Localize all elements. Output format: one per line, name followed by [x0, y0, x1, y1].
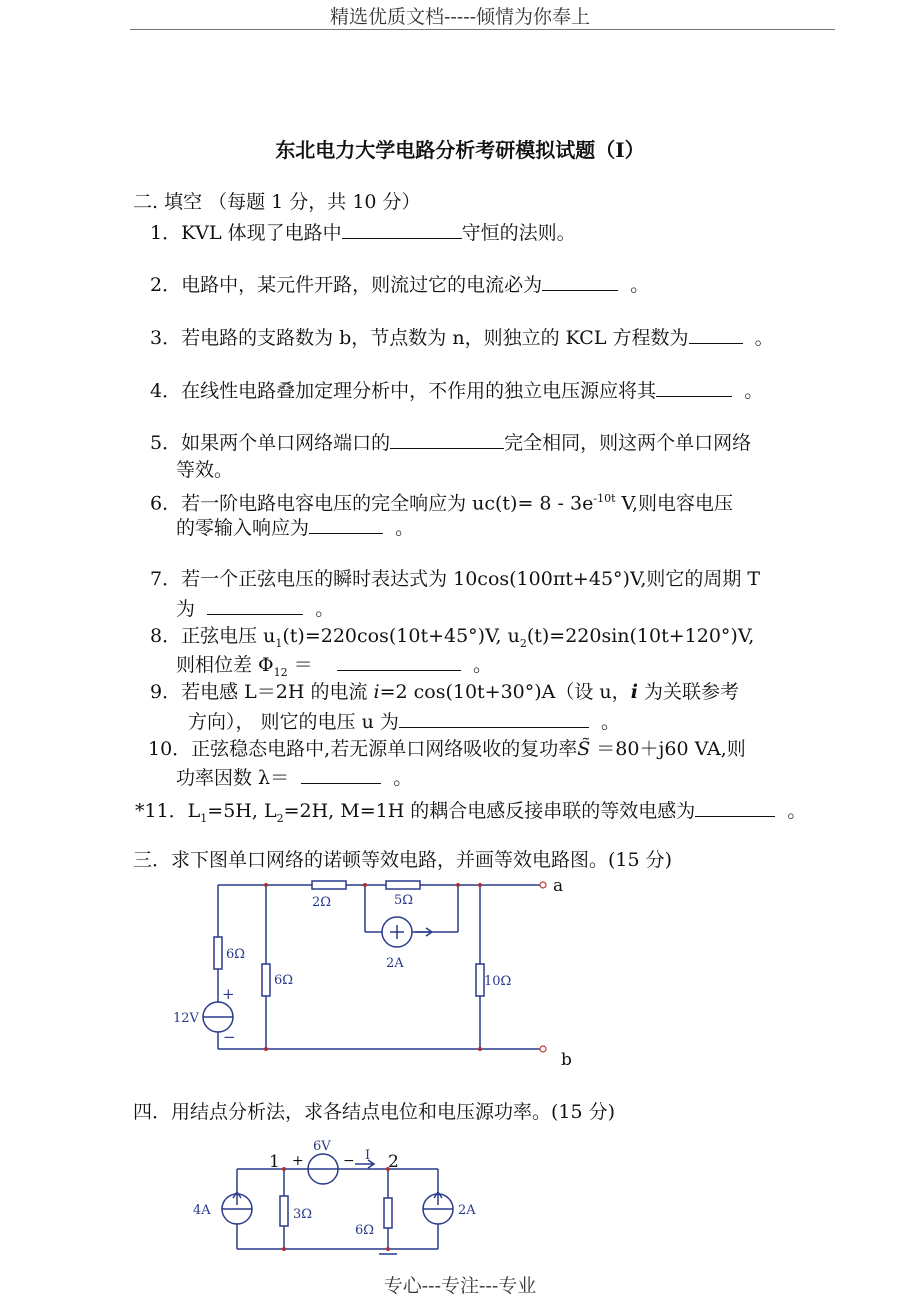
- label-5ohm: 5Ω: [394, 893, 414, 908]
- resistor-3ohm: [280, 1196, 288, 1226]
- label-minus: −: [223, 1028, 236, 1046]
- nodal-circuit-diagram: [185, 1132, 505, 1272]
- section2-heading: 二. 填空 （每题 1 分，共 10 分）: [133, 191, 421, 213]
- resistor-5ohm: [386, 881, 420, 889]
- question-8-cont: 则相位差 $\Phi_{12}$ ＝ 。: [176, 654, 492, 679]
- label-plus: +: [292, 1153, 304, 1169]
- resistor-6ohm: [384, 1198, 392, 1228]
- norton-circuit-diagram: [160, 872, 590, 1072]
- question-6: 6．若一阶电路电容电压的完全响应为 $uc(t)= 8 - 3e^{-10t}$ V,则电容电压: [150, 492, 733, 515]
- resistor-10ohm: [476, 964, 484, 996]
- question-8: 8．正弦电压 $u_1(t)=220\cos(10t+45^\circ)V$, $u_2(t)=220\sin(10t+120^\circ)V$,: [150, 625, 755, 650]
- page-footer: 专心---专注---专业: [383, 1275, 537, 1297]
- label-4a: 4A: [193, 1203, 211, 1218]
- resistor-2ohm: [312, 881, 346, 889]
- node-1-label: 1: [269, 1152, 280, 1172]
- label-10ohm: 10Ω: [484, 974, 512, 989]
- answer-blank: [399, 709, 589, 728]
- terminal-a: [540, 882, 546, 888]
- question-5: 5．如果两个单口网络端口的 完全相同，则这两个单口网络: [150, 432, 752, 454]
- question-7-cont: 为 。: [176, 598, 335, 620]
- header-divider: [130, 29, 835, 30]
- answer-blank: [207, 596, 303, 615]
- question-4: 4．在线性电路叠加定理分析中，不作用的独立电压源应将其 。: [150, 380, 764, 402]
- answer-blank: [695, 798, 775, 817]
- label-b: b: [561, 1050, 572, 1070]
- answer-blank: [689, 325, 743, 344]
- label-6ohm: 6Ω: [355, 1223, 375, 1238]
- exam-title: 东北电力大学电路分析考研模拟试题（Ⅰ）: [275, 138, 645, 162]
- label-6ohm-b: 6Ω: [274, 973, 294, 988]
- resistor-6ohm-shunt: [262, 964, 270, 996]
- question-6-cont: 的零输入响应为 。: [176, 517, 415, 539]
- label-2a: 2A: [386, 956, 404, 971]
- label-6ohm-a: 6Ω: [226, 947, 246, 962]
- question-2: 2．电路中，某元件开路，则流过它的电流必为 。: [150, 274, 650, 296]
- question-11: *11．$L_1=5H$, $L_2=2H$, M=1H 的耦合电感反接串联的等效电感为 。: [135, 800, 807, 825]
- node-2-label: 2: [388, 1152, 399, 1172]
- label-3ohm: 3Ω: [293, 1207, 313, 1222]
- label-12v: 12V: [173, 1011, 199, 1026]
- answer-blank: [301, 765, 381, 784]
- question-9-cont: 方向）， 则它的电压 u 为 。: [188, 711, 620, 733]
- page-header: 精选优质文档-----倾情为你奉上: [329, 6, 591, 28]
- label-current-i: I: [365, 1148, 371, 1163]
- question-1: 1．KVL 体现了电路中 守恒的法则。: [150, 222, 576, 244]
- question-10: 10．正弦稳态电路中,若无源单口网络吸收的复功率S̃ ＝80＋j60 VA,则: [148, 738, 746, 760]
- answer-blank: [309, 515, 383, 534]
- label-a: a: [553, 876, 564, 896]
- question-3: 3．若电路的支路数为 b，节点数为 n，则独立的 KCL 方程数为 。: [150, 327, 774, 349]
- question-5-cont: 等效。: [176, 459, 234, 481]
- label-6v: 6V: [313, 1139, 331, 1154]
- question-10-cont: 功率因数 λ＝ 。: [176, 767, 413, 789]
- question-7: 7．若一个正弦电压的瞬时表达式为 10cos(100πt+45°)V,则它的周期 T: [150, 568, 761, 590]
- answer-blank: [656, 378, 732, 397]
- answer-blank: [337, 652, 461, 671]
- question-9: 9．若电感 L＝2H 的电流 i=2 cos(10t+30°)A（设 u，i 为关联参考: [150, 681, 739, 703]
- label-minus: −: [343, 1153, 355, 1169]
- terminal-b: [540, 1046, 546, 1052]
- answer-blank: [390, 430, 504, 449]
- label-plus: +: [222, 985, 235, 1003]
- section3-heading: 三．求下图单口网络的诺顿等效电路，并画等效电路图。(15 分): [133, 849, 673, 871]
- section4-heading: 四．用结点分析法，求各结点电位和电压源功率。(15 分): [133, 1101, 616, 1123]
- answer-blank: [542, 272, 618, 291]
- label-2ohm: 2Ω: [312, 895, 332, 910]
- resistor-6ohm-series: [214, 937, 222, 969]
- answer-blank: [342, 220, 462, 239]
- label-2a: 2A: [458, 1203, 476, 1218]
